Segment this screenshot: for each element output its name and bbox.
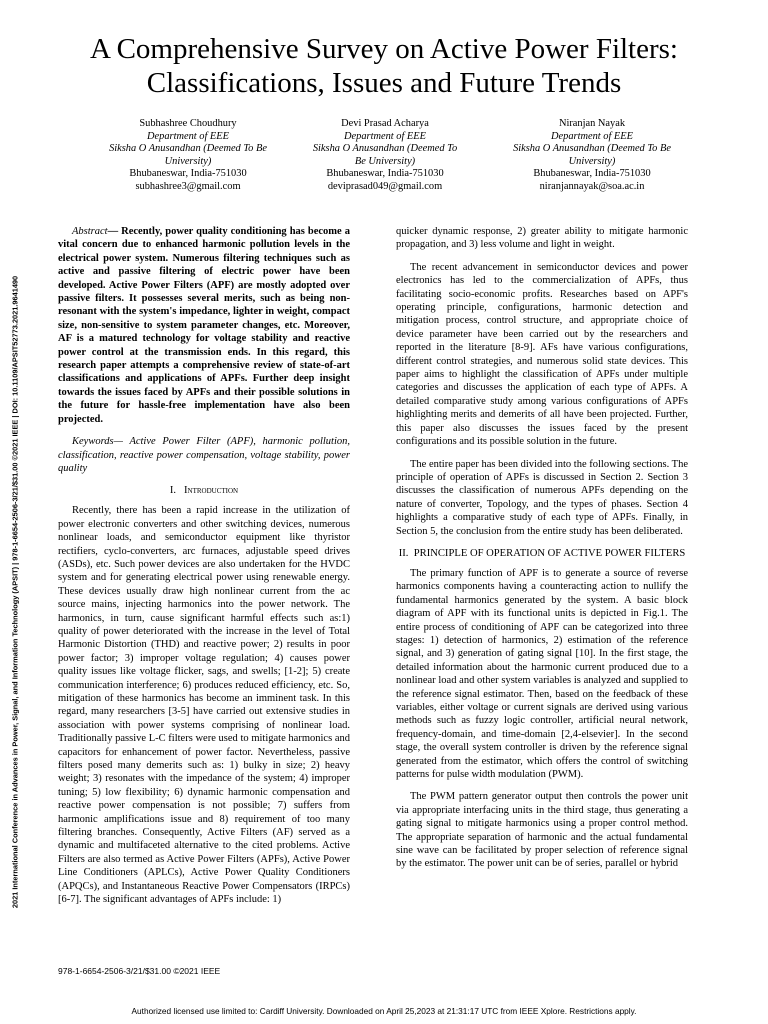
paper-title <box>40 32 728 100</box>
author-city: Bhubaneswar, India-751030 <box>129 168 247 180</box>
author-institution: Siksha O Anusandhan (Deemed To Be <box>109 143 267 155</box>
section-2-heading <box>396 547 688 560</box>
author-block-2 <box>269 118 501 194</box>
license-footer: Authorized licensed use limited to: Cardiff University. Downloaded on April 25,2023 at 21:31:17 UTC from IEEE Xplore. Restrictions apply. <box>131 1006 637 1016</box>
author-institution-cont: University) <box>568 155 616 167</box>
author-department: Department of EEE <box>344 130 426 142</box>
author-email: subhashree3@gmail.com <box>135 180 241 192</box>
right-column <box>396 225 688 880</box>
author-name: Devi Prasad Acharya <box>341 118 429 129</box>
author-email: deviprasad049@gmail.com <box>327 180 443 192</box>
paragraph-advancement: The recent advancement in semiconductor devices and power electronics has led to the commercialization of APFs, thus facilitating socio-economic profits. Researches based on APF's operating principle, configurations, harmonic detection and mitigation process, control structure, and appropriate choice of device parameter have been carried out by the researchers and reported in the literature [8-9]. AFs have various configurations, different control strategies, and numerous solid state devices. This paper aims to highlight the classification of APFs under multiple categories and discusses the application of each type of APFs. A detailed comparative study among various configurations of APFs highlighting merits and demerits of all have been projected. Further, this paper also discusses the issues faced by the present configurations and its possible solution in the future. <box>396 261 688 448</box>
section-1-title: Introduction <box>184 485 239 497</box>
copyright-footer: 978-1-6654-2506-3/21/$31.00 ©2021 IEEE <box>58 966 221 976</box>
left-column <box>58 225 350 916</box>
author-institution: Siksha O Anusandhan (Deemed To <box>312 143 458 155</box>
author-email: niranjannayak@soa.ac.in <box>539 180 645 192</box>
author-name: Niranjan Nayak <box>558 118 626 129</box>
keywords-text: — Active Power Filter (APF), harmonic pollution, classification, reactive power compensation, voltage stability, power quality <box>58 436 350 474</box>
keywords <box>58 435 350 475</box>
author-institution-cont: Be University) <box>354 155 416 167</box>
section-1-number: I. <box>169 485 177 497</box>
title-line-2: Classifications, Issues and Future Trends <box>146 67 622 99</box>
author-name: Subhashree Choudhury <box>139 118 237 129</box>
conference-sidebar-text: 2021 International Conference in Advances in Power, Signal, and Information Technology (APSIT) | 978-1-6654-2506-3/21/$31.00 ©2021 IEEE | DOI: 10.1109/APSIT52773.2021.9641490 <box>10 275 20 909</box>
section-1-heading <box>58 484 350 497</box>
author-block-3 <box>476 118 708 194</box>
conference-sidebar <box>6 212 24 972</box>
abstract-text: — Recently, power quality conditioning has become a vital concern due to enhanced harmonic pollution levels in the electrical power system. Numerous filtering techniques such as active and passive filtering of electric power have been developed. Active Power Filters (APF) are mostly adopted over passive filters. It possesses several merits, such as being non-resonant with the system's impedance, lighter in weight, compact size, non-sensitive to system parameter changes, etc. Moreover, AF is a matured technology for voltage stability and reactive power control at the transmission ends. In this regard, this research paper attempts a comprehensive review of state-of-art classifications and applications of APFs. Further deep insight towards the issues faced by APFs and their possible solutions in the future for hassle-free implementation have also been projected. <box>58 226 350 425</box>
title-line-1: A Comprehensive Survey on Active Power Filters: <box>90 33 678 65</box>
author-city: Bhubaneswar, India-751030 <box>533 168 651 180</box>
author-department: Department of EEE <box>147 130 229 142</box>
paragraph-pwm: The PWM pattern generator output then controls the power unit via appropriate interfacing units in the third stage, thus generating a gating signal to mitigate harmonics using a proper control method. The appropriate separation of harmonic and the actual fundamental sine wave can be facilitated by proper selection of reference signal by the estimator. The power unit can be of series, parallel or hybrid <box>396 791 688 870</box>
keywords-label: Keywords <box>72 436 114 448</box>
abstract <box>58 225 350 426</box>
paragraph-primary-function: The primary function of APF is to generate a source of reverse harmonics components having a counteracting action to nullify the fundamental harmonics generated by the system. A basic block diagram of APF with its functional units is depicted in Fig.1. The entire process of conditioning of APF can be categorized into three stages: 1) detection of harmonics, 2) estimation of the reference signal, and 3) generation of gating signal [10]. In the first stage, the detailed information about the harmonic current produced due to a nonlinear load and other system variables is analyzed and supplied to the reference signal estimator. Then, based on the feedback of these variables, either voltage or current signals are derived using various methods such as fuzzy logic controller, artificial neural network, frequency-domain, and time-domain [2,4-elsevier]. In the second stage, the overall system controller is driven by the reference signal generated from the estimator, which offers the control of switching patterns for pulse width modulation (PWM). <box>396 567 688 781</box>
author-institution: Siksha O Anusandhan (Deemed To Be <box>513 143 671 155</box>
author-city: Bhubaneswar, India-751030 <box>326 168 444 180</box>
abstract-label: Abstract <box>72 226 108 237</box>
section-2-title: PRINCIPLE OF OPERATION OF ACTIVE POWER FILTERS <box>413 547 686 559</box>
author-institution-cont: University) <box>164 155 212 167</box>
author-department: Department of EEE <box>551 130 633 142</box>
introduction-paragraph: Recently, there has been a rapid increase in the utilization of power electronic converters and other switching devices, numerous nonlinear loads, and semiconductor equipment like thyristor rectifiers, cyclo-converters, arc furnaces, adjustable speed drives (ASDs), etc. Such power devices are also undertaken for the HVDC system and for generating electrical power using renewable energy. These devices usually draw high nonlinear current from the ac source mains, injecting harmonics into the power network. The harmonics, in turn, cause significant harmful effects such as:1) quality of power deteriorated with the increase in the level of Total Harmonic Distortion (THD) and reactive power; 2) results in poor power factor; 3) improper voltage regulation; 4) causes power quality issues like voltage flicker, sags, and swells; [1-2]; 5) create communication interference; 6) produces reduced efficiency, etc. So, mitigation of these harmonics has become an imminent task. In this regard, many researchers [3-5] have carried out extensive studies in association with power systems comprising of nonlinear load. Traditionally passive L-C filters were used to mitigate harmonics and capacitors for enhancement of power factor. Nevertheless, passive filters posed many demerits such as: 1) bulky in size; 2) heavy weight; 3) resonates with the impedance of the system; 4) improper tuning; 5) low flexibility; 6) dynamic harmonic compensation and reactive power compensation is not possible; 7) suffers from harmonic amplifications issue and 8) requirement of too many filtering branches. Consequently, Active Filters (AF) served as a dynamic and multifaceted alternative to the cited problems. Active Filters are also termed as Active Power Filters (APFs), Active Power Line Conditioners (APLCs), Active Power Quality Conditioners (APQCs), and Instantaneous Reactive Power Compensators (IRPCs) [6-7]. The significant advantages of APFs include: 1) <box>58 505 350 906</box>
section-2-number: II. <box>398 547 409 559</box>
paragraph-continued: quicker dynamic response, 2) greater ability to mitigate harmonic propagation, and 3) less volume and light in weight. <box>396 226 688 251</box>
paragraph-organization: The entire paper has been divided into the following sections. The principle of operation of APFs is discussed in Section 2. Section 3 discusses the classification of numerous APFs depending on the nature of converter, Topology, and the types of phases. Section 4 highlights a comparative study of each type of APFs. Finally, in Section 5, the conclusion from the entire study has been deliberated. <box>396 458 688 537</box>
